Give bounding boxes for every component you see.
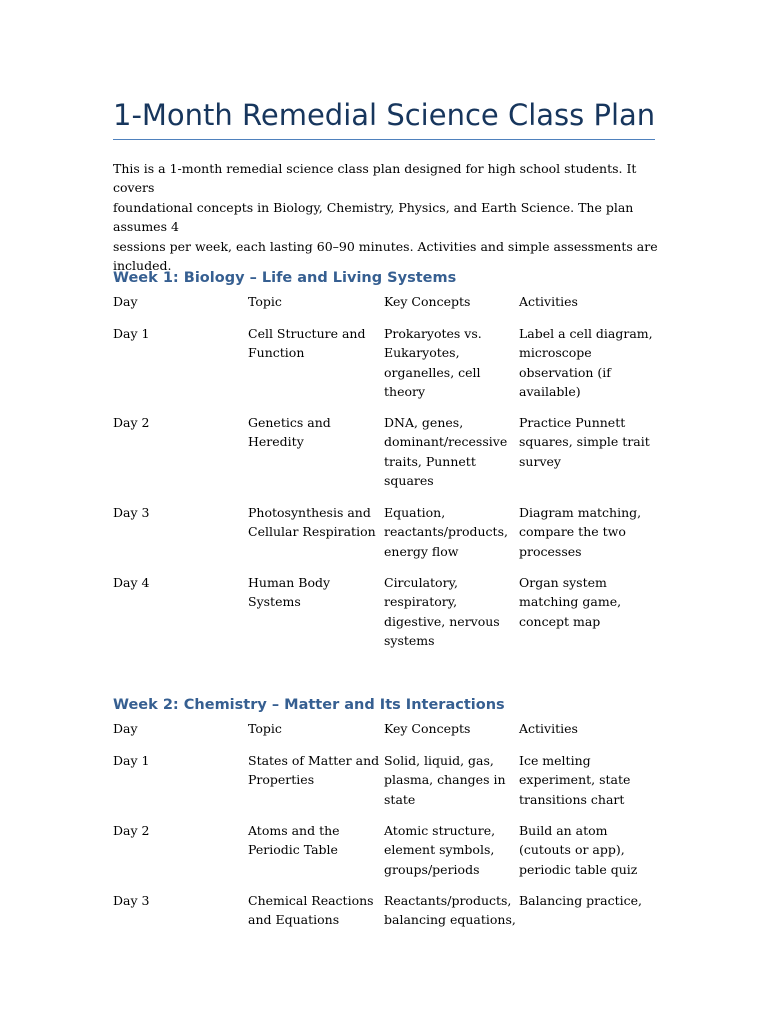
cell-line: Properties	[248, 772, 315, 788]
day-cell	[113, 751, 149, 770]
cell-line: processes	[519, 543, 582, 559]
activities-cell	[519, 503, 641, 561]
cell-line: Balancing practice,	[519, 893, 642, 908]
cell-line: Chemical Reactions	[248, 893, 374, 908]
cell-line: groups/periods	[384, 861, 480, 877]
concepts-cell	[384, 891, 516, 930]
topic-cell	[248, 891, 374, 930]
cell-line: respiratory,	[384, 594, 458, 610]
table-row	[113, 324, 658, 413]
intro-line: sessions per week, each lasting 60–90 minutes. Activities and simple assessments are	[113, 238, 658, 254]
week-1-table	[113, 292, 658, 663]
page-title: 1-Month Remedial Science Class Plan	[113, 98, 656, 132]
table-header-row	[113, 292, 658, 324]
cell-line: Function	[248, 345, 305, 361]
table-row	[113, 503, 658, 573]
cell-line: squares, simple trait	[519, 434, 650, 450]
table-row	[113, 821, 658, 891]
day-cell	[113, 413, 149, 432]
intro-line: foundational concepts in Biology, Chemistry, Physics, and Earth Science. The plan assumes 4	[113, 199, 634, 235]
cell-line: Circulatory,	[384, 575, 458, 590]
cell-line: microscope	[519, 345, 592, 361]
activities-cell	[519, 573, 621, 631]
column-header-topic: Topic	[248, 721, 282, 736]
cell-line: DNA, genes,	[384, 415, 464, 430]
cell-line: Build an atom	[519, 823, 608, 838]
cell-line: squares	[384, 473, 434, 489]
cell-line: Diagram matching,	[519, 505, 642, 520]
cell-line: theory	[384, 384, 426, 400]
cell-line: state	[384, 791, 416, 807]
concepts-cell	[384, 413, 507, 491]
cell-line: Reactants/products,	[384, 893, 512, 908]
concepts-cell	[384, 751, 506, 809]
cell-line: States of Matter and	[248, 753, 380, 768]
cell-line: experiment, state	[519, 772, 631, 788]
cell-line: Photosynthesis and	[248, 505, 371, 520]
day-cell	[113, 821, 149, 840]
cell-line: transitions chart	[519, 791, 625, 807]
cell-line: Genetics and	[248, 415, 331, 430]
cell-line: Practice Punnett	[519, 415, 626, 430]
cell-line: Day 1	[113, 326, 150, 341]
topic-cell	[248, 573, 330, 612]
cell-line: dominant/recessive	[384, 434, 508, 450]
week-2-table	[113, 719, 658, 936]
cell-line: Organ system	[519, 575, 607, 590]
column-header-day: Day	[113, 721, 138, 736]
cell-line: Human Body	[248, 575, 331, 590]
cell-line: compare the two	[519, 524, 626, 540]
column-header-topic: Topic	[248, 294, 282, 309]
cell-line: reactants/products,	[384, 524, 508, 540]
topic-cell	[248, 503, 376, 542]
cell-line: Prokaryotes vs.	[384, 326, 482, 341]
cell-line: Cell Structure and	[248, 326, 366, 341]
activities-cell	[519, 821, 637, 879]
cell-line: Atomic structure,	[384, 823, 496, 838]
cell-line: and Equations	[248, 912, 340, 928]
cell-line: Systems	[248, 594, 301, 610]
cell-line: Day 2	[113, 415, 150, 430]
cell-line: Equation,	[384, 505, 446, 520]
intro-line: included.	[113, 258, 172, 274]
cell-line: matching game,	[519, 594, 622, 610]
day-cell	[113, 324, 149, 343]
topic-cell	[248, 413, 331, 452]
cell-line: Day 1	[113, 753, 150, 768]
day-cell	[113, 891, 149, 910]
concepts-cell	[384, 324, 482, 402]
cell-line: Ice melting	[519, 753, 591, 768]
week-1-heading: Week 1: Biology – Life and Living Systems	[113, 270, 457, 286]
activities-cell	[519, 413, 650, 471]
column-header-activities: Activities	[519, 721, 578, 736]
week-2-heading: Week 2: Chemistry – Matter and Its Interactions	[113, 697, 505, 713]
cell-line: survey	[519, 453, 561, 469]
table-row	[113, 573, 658, 663]
cell-line: traits, Punnett	[384, 453, 476, 469]
cell-line: Heredity	[248, 434, 304, 450]
column-header-key-concepts: Key Concepts	[384, 721, 471, 736]
day-cell	[113, 573, 149, 592]
cell-line: available)	[519, 384, 581, 400]
topic-cell	[248, 821, 340, 860]
cell-line: (cutouts or app),	[519, 842, 625, 858]
topic-cell	[248, 751, 379, 790]
topic-cell	[248, 324, 365, 363]
concepts-cell	[384, 573, 500, 651]
cell-line: Cellular Respiration	[248, 524, 376, 540]
cell-line: periodic table quiz	[519, 861, 638, 877]
day-cell	[113, 503, 149, 522]
cell-line: systems	[384, 633, 435, 649]
title-divider	[113, 139, 655, 140]
table-row	[113, 891, 658, 936]
cell-line: Solid, liquid, gas,	[384, 753, 494, 768]
column-header-activities: Activities	[519, 294, 578, 309]
table-row	[113, 413, 658, 503]
concepts-cell	[384, 821, 495, 879]
cell-line: Day 3	[113, 505, 150, 520]
column-header-key-concepts: Key Concepts	[384, 294, 471, 309]
cell-line: Day 2	[113, 823, 150, 838]
cell-line: Periodic Table	[248, 842, 338, 858]
cell-line: organelles, cell	[384, 364, 481, 380]
cell-line: element symbols,	[384, 842, 495, 858]
intro-paragraph	[113, 159, 658, 275]
table-header-row	[113, 719, 658, 751]
table-row	[113, 751, 658, 821]
cell-line: Label a cell diagram,	[519, 326, 653, 341]
cell-line: balancing equations,	[384, 912, 516, 928]
cell-line: Eukaryotes,	[384, 345, 460, 361]
cell-line: Day 4	[113, 575, 150, 590]
activities-cell	[519, 751, 630, 809]
activities-cell	[519, 891, 642, 910]
column-header-day: Day	[113, 294, 138, 309]
cell-line: plasma, changes in	[384, 772, 506, 788]
cell-line: observation (if	[519, 364, 611, 380]
activities-cell	[519, 324, 653, 402]
intro-line: This is a 1-month remedial science class plan designed for high school students. It covers	[113, 161, 637, 196]
cell-line: Day 3	[113, 893, 150, 908]
concepts-cell	[384, 503, 508, 561]
cell-line: concept map	[519, 613, 601, 629]
cell-line: Atoms and the	[248, 823, 340, 838]
cell-line: digestive, nervous	[384, 613, 500, 629]
cell-line: energy flow	[384, 543, 459, 559]
